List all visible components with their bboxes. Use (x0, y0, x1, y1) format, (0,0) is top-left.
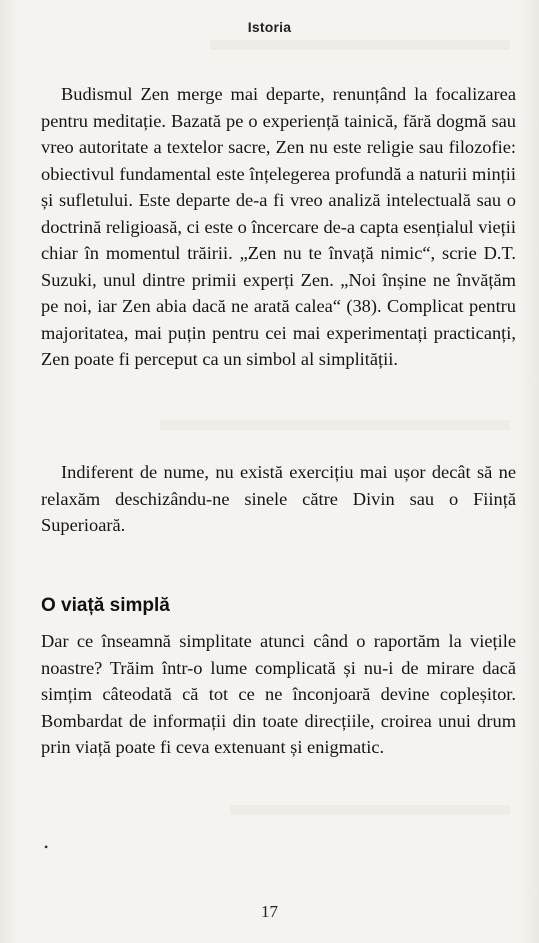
bleed-through-mark (230, 805, 510, 815)
running-title: Istoria (247, 19, 292, 35)
bleed-through-mark (210, 40, 510, 50)
paragraph-simplicity (41, 628, 516, 761)
margin-mark: • (44, 840, 49, 854)
page-number: 17 (261, 902, 278, 921)
section-heading: O viață simplă (41, 595, 170, 616)
paragraph-relaxation (41, 459, 516, 539)
paragraph-zen (41, 81, 516, 373)
paragraph-text: Dar ce înseamnă simplitate atunci când o raportăm la viețile noastre? Trăim într-o lume complicată și nu-i de mirare dacă simțim câteodată că tot ce ne înconjoară devine copleșitor. Bombardat de informații din toate direcțiile, croirea unui drum prin viață poate fi ceva extenuant și enigmatic. (41, 631, 516, 757)
paragraph-text: Budismul Zen merge mai departe, renunțând la focalizarea pentru meditație. Bazată pe o experiență tainică, fără dogmă sau vreo autoritate a textelor sacre, Zen nu este religie sau filozofie: obiectivul fundamental este înțelegerea profundă a naturii minții și sufletului. Este departe de-a fi vreo analiză intelectuală sau o doctrină religioasă, ci este o încercare de-a capta esențialul vieții chiar în momentul trăirii. „Zen nu te învață nimic“, scrie D.T. Suzuki, unul dintre primii experți Zen. „Noi înșine ne învățăm pe noi, iar Zen abia dacă ne arată calea“ (38). Complicat pentru majoritatea, mai puțin pentru cei mai experimentați practicanți, Zen poate fi perceput ca un simbol al simplității. (41, 84, 516, 369)
paragraph-text: Indiferent de nume, nu există exercițiu mai ușor decât să ne relaxăm deschizându-ne sinele către Divin sau o Ființă Superioară. (41, 462, 516, 535)
bleed-through-mark (160, 420, 510, 430)
